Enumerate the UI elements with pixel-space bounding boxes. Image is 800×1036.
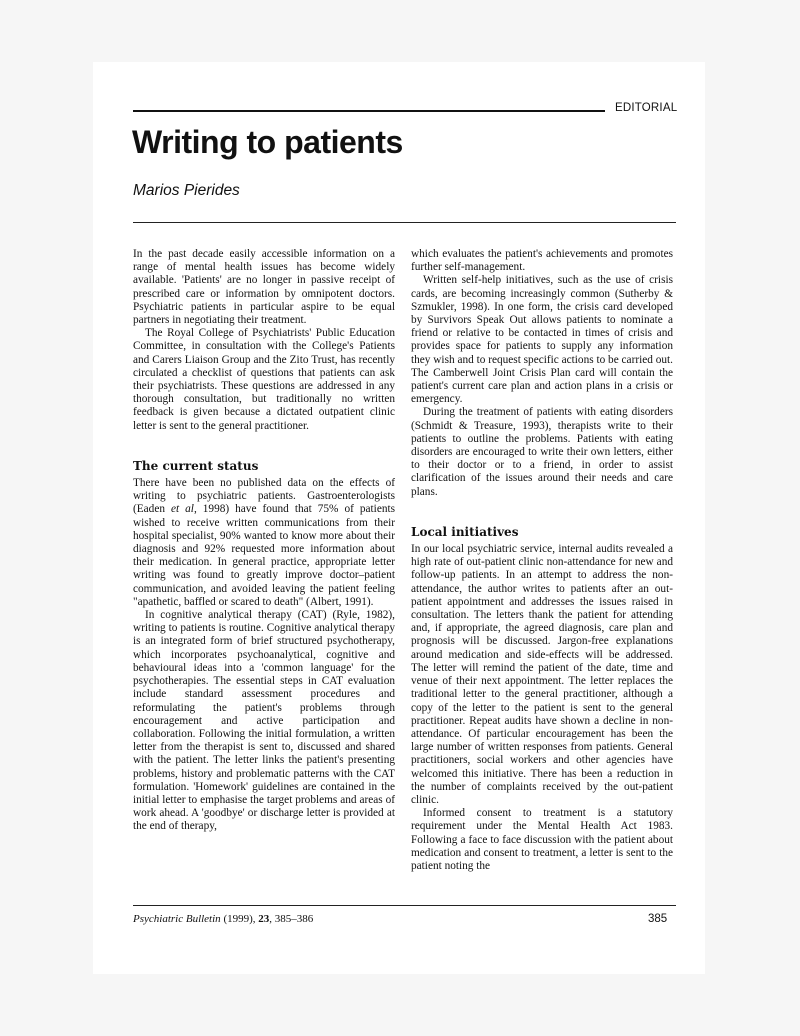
title-divider	[133, 222, 676, 223]
section-tag: EDITORIAL	[615, 102, 678, 114]
heading-current-status: The current status	[133, 458, 259, 473]
status-text-a: There have been no published data on the effects of writing to psychiatric patients. Gastroenterologists (Eaden	[133, 477, 395, 516]
citation-volume: 23	[258, 913, 270, 925]
left-column	[133, 248, 395, 834]
status-text-b: , 1998) have found that 75% of patients wished to receive written communications from their hospital specialist, 90% wanted to know more about their diagnosis and 92% requested more information about their medication. In general practice, appropriate letter writing was found to greatly improve doctor–patient communication, and avoided leaving the patient feeling "apathetic, baffled or scared to death" (Albert, 1991).	[133, 503, 396, 608]
footer-rule	[133, 905, 676, 906]
citation-year: (1999),	[220, 913, 259, 925]
author-name: Marios Pierides	[133, 182, 240, 199]
intro-paragraph-2: The Royal College of Psychiatrists' Public Education Committee, in consultation with the College's Patients and Carers Liaison Group and the Zito Trust, has recently circulated a checklist of questions that patients can ask their psychiatrists. These questions are addressed in any thorough consultation, but traditionally no written feedback is given because a dictated outpatient clinic letter is sent to the general practitioner.	[133, 327, 395, 432]
article-title: Writing to patients	[132, 124, 403, 160]
local-paragraph-2: Informed consent to treatment is a statutory requirement under the Mental Health Act 1983. Following a face to face discussion with the patient about medication and consent to treatment, a letter is sent to the patient noting the	[411, 807, 673, 872]
page-number: 385	[648, 913, 668, 925]
footer-citation	[133, 913, 313, 925]
journal-name: Psychiatric Bulletin	[133, 913, 221, 925]
header-rule	[133, 110, 605, 112]
continued-paragraph-2: Written self-help initiatives, such as the use of crisis cards, are becoming increasingly common (Sutherby & Szmukler, 1998). In one form, the crisis card developed by Survivors Speak Out allows patients to nominate a friend or relative to be contacted in times of crisis and provides space for patients to supply any information they wish and to request specific actions to be carried out. The Camberwell Joint Crisis Plan card will contain the patient's current care plan and action plans in a crisis or emergency.	[411, 274, 673, 406]
status-paragraph-2: In cognitive analytical therapy (CAT) (Ryle, 1982), writing to patients is routine. Cognitive analytical therapy is an integrated form of brief structured psychotherapy, which incorporates psychoanalytical, cognitive and behavioural ideas into a 'common language' for the psychotherapies. The essential steps in CAT evaluation include standard assessment procedures and reformulating the patient's problems through encouragement and active participation and collaboration. Following the initial formulation, a written letter from the therapist is sent to, discussed and shared with the patient. The letter links the patient's presenting problems, history and problematic patterns with the CAT formulation. 'Homework' guidelines are contained in the initial letter to emphasise the target problems and areas of work ahead. A 'goodbye' or discharge letter is provided at the end of therapy,	[133, 609, 395, 833]
heading-local-initiatives: Local initiatives	[411, 524, 519, 539]
citation-et-al: et al	[171, 503, 194, 516]
citation-pages: , 385–386	[269, 913, 314, 925]
status-paragraph-1	[133, 477, 395, 609]
continued-paragraph-3: During the treatment of patients with eating disorders (Schmidt & Treasure, 1993), therapists write to their patients to outline the problems. Patients with eating disorders are encouraged to write their own letters, either to their doctor or to a friend, in order to assist clarification of the issues around their needs and care plans.	[411, 406, 673, 498]
right-column	[411, 248, 673, 873]
continued-paragraph-1: which evaluates the patient's achievements and promotes further self-management.	[411, 248, 673, 274]
intro-paragraph-1: In the past decade easily accessible information on a range of mental health issues has become widely available. 'Patients' are no longer in passive receipt of prescribed care or information by omnipotent doctors. Psychiatric patients in particular aspire to be equal partners in negotiating their treatment.	[133, 248, 395, 327]
local-paragraph-1: In our local psychiatric service, internal audits revealed a high rate of out-patient clinic non-attendance for new and follow-up patients. In an attempt to address the non-attendance, the author writes to patients after an out-patient appointment and addresses the issues raised in consultation. The letters thank the patient for attending and, if appropriate, the agreed diagnosis, care plan and prognosis will be discussed. Jargon-free explanations around medication and side-effects will be addressed. The letter will remind the patient of the date, time and venue of their next appointment. The letter replaces the traditional letter to the general practitioner, although a copy of the letter to the patient is sent to the general practitioner. Repeat audits have shown a decline in non-attendance. Of particular encouragement has been the large number of written responses from patients. General practitioners, social workers and other agencies have welcomed this initiative. There has been a reduction in the number of complaints received by the out-patient clinic.	[411, 543, 673, 806]
